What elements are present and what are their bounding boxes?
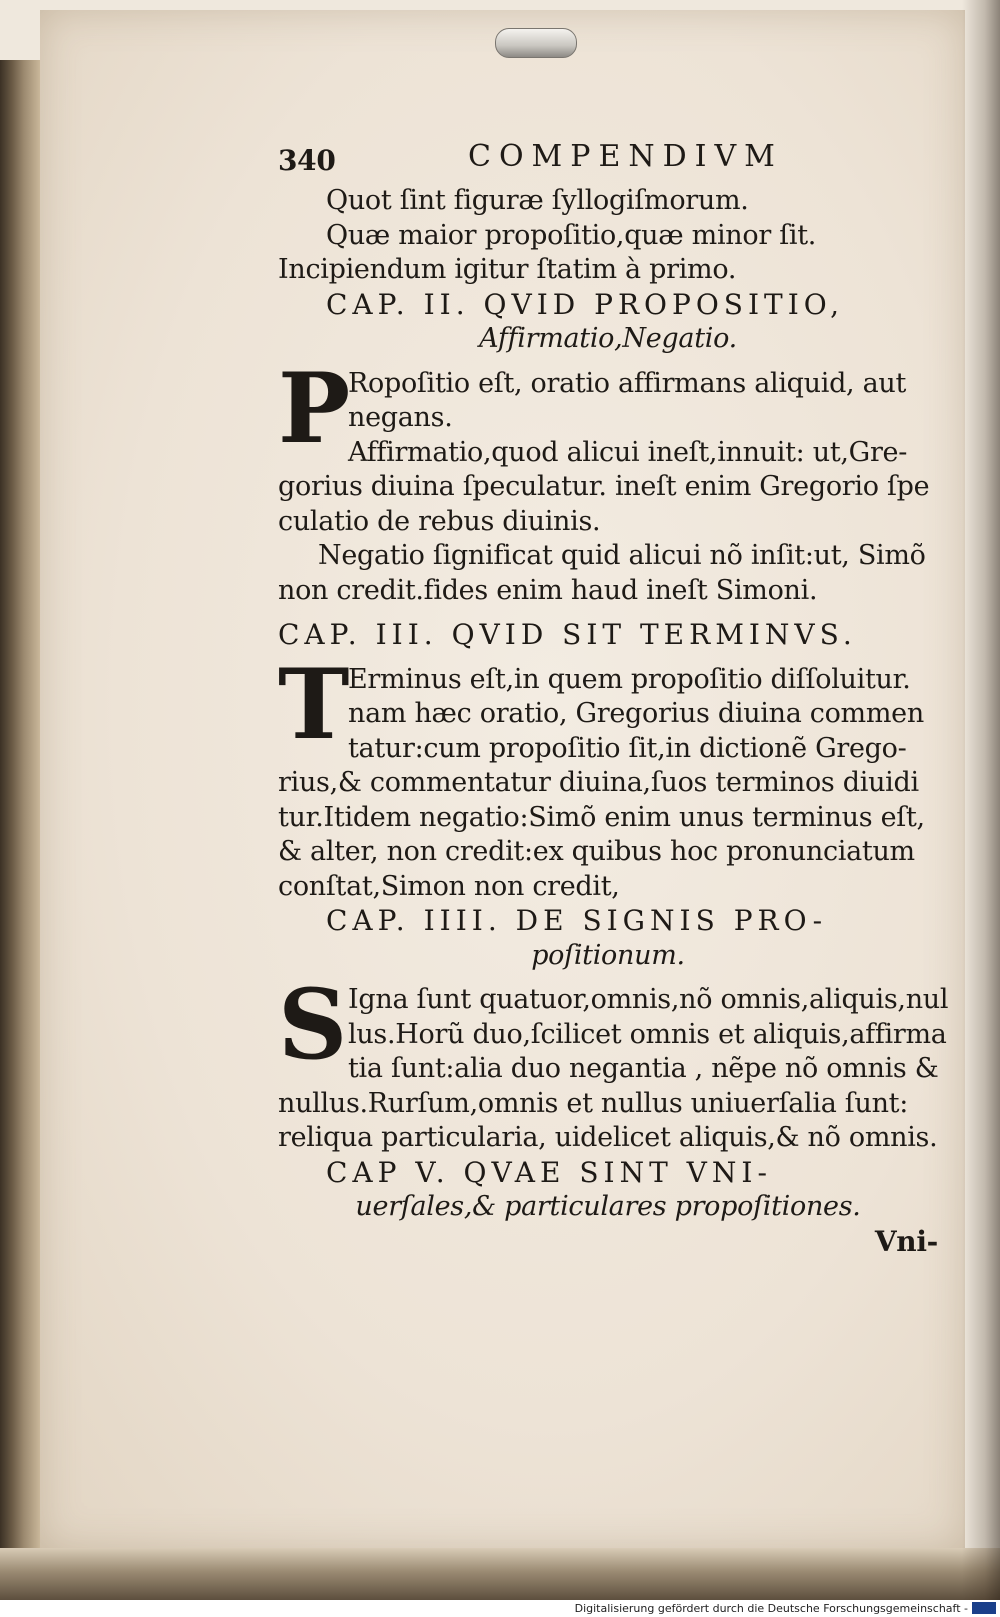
- text-line: tia ſunt:alia duo negantia , nẽpe nõ omnis &: [348, 1053, 939, 1084]
- chapter-4-subheading: poſitionum.: [531, 939, 685, 971]
- digitization-footer: [0, 1600, 1000, 1617]
- text-line: non credit.fides enim haud ineſt Simoni.: [278, 574, 818, 606]
- text-line: culatio de rebus diuinis.: [278, 505, 601, 537]
- text-line: tur.Itidem negatio:Simõ enim unus terminus eſt,: [278, 801, 925, 833]
- running-head: [278, 140, 938, 184]
- chapter-2-subheading: Affirmatio,Negatio.: [479, 323, 737, 354]
- page-number: 340: [278, 144, 336, 177]
- chapter-3-opening: [278, 647, 938, 767]
- text-line: & alter, non credit:ex quibus hoc pronunciatum: [278, 836, 915, 867]
- text-line: Affirmatio,quod alicui ineſt,innuit: ut,Gre-: [348, 436, 908, 468]
- text-line: Erminus eſt,in quem propoſitio diſſoluitur.: [348, 663, 911, 695]
- text-line: lus.Horũ duo,ſcilicet omnis et aliquis,affirma: [348, 1018, 947, 1050]
- intro-line: Quæ maior propoſitio,quæ minor ſit.: [326, 219, 817, 251]
- intro-line: Quot ſint figuræ ſyllogiſmorum.: [326, 185, 749, 216]
- text-line: negans.: [348, 402, 453, 433]
- text-line: nullus.Rurſum,omnis et nullus uniuerſalia ſunt:: [278, 1087, 909, 1119]
- text-line: conſtat,Simon non credit,: [278, 870, 620, 902]
- book-bottom-edge: [0, 1548, 1000, 1600]
- chapter-4-opening: [278, 968, 949, 1087]
- text-line: Ropoſitio eſt, oratio affirmans aliquid, aut: [348, 367, 907, 399]
- dfg-logo: [972, 1602, 996, 1614]
- page-clip: [495, 28, 577, 58]
- text-line: tatur:cum propoſitio ſit,in dictionẽ Grego-: [348, 732, 907, 764]
- drop-cap: T: [278, 647, 350, 761]
- chapter-4-heading: CAP. IIII. DE SIGNIS PRO-: [326, 904, 828, 937]
- running-title: COMPENDIVM: [468, 139, 783, 174]
- text-line: nam hæc oratio, Gregorius diuina commen: [348, 698, 924, 729]
- chapter-5-subheading: uerſales,& particulares propoſitiones.: [355, 1191, 861, 1222]
- text-line: reliqua particularia, uidelicet aliquis,& nõ omnis.: [278, 1122, 938, 1153]
- catchword: Vni-: [874, 1224, 938, 1258]
- drop-cap: S: [278, 968, 348, 1081]
- page-shadow: [962, 0, 1000, 1600]
- chapter-2-heading: CAP. II. QVID PROPOSITIO,: [326, 287, 844, 321]
- text-line: Igna ſunt quatuor,omnis,nõ omnis,aliquis,nul: [348, 984, 949, 1015]
- text-line: rius,& commentatur diuina,ſuos terminos diuidi: [278, 767, 919, 798]
- drop-cap: P: [278, 351, 350, 465]
- chapter-5-heading: CAP V. QVAE SINT VNI-: [326, 1155, 772, 1189]
- book-left-edge: [0, 60, 40, 1550]
- text-line: Negatio ſignificat quid alicui nõ inſit:ut, Simõ: [318, 540, 926, 571]
- page-text: [278, 139, 949, 1259]
- chapter-3-heading: CAP. III. QVID SIT TERMINVS.: [278, 618, 857, 651]
- text-line: gorius diuina ſpeculatur. ineſt enim Gregorio ſpe: [278, 471, 930, 502]
- intro-line: Incipiendum igitur ſtatim à primo.: [278, 254, 737, 285]
- footer-credit: Digitalisierung gefördert durch die Deutsche Forschungsgemeinschaft -: [574, 1602, 968, 1615]
